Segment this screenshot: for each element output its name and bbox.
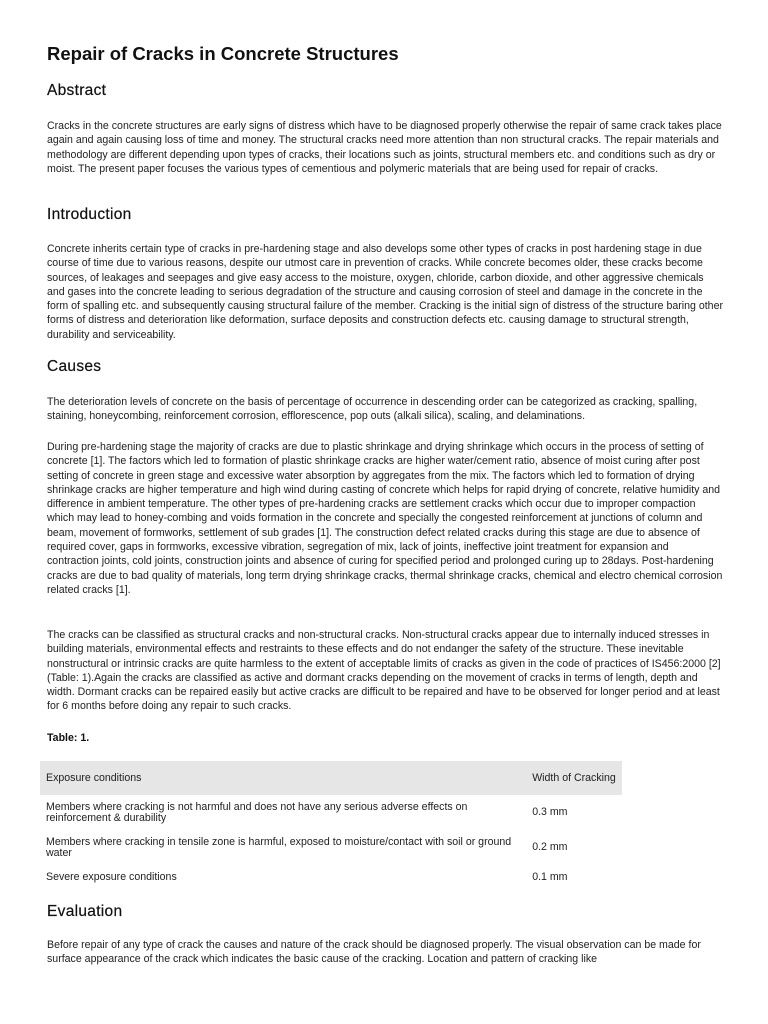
table-cell-width: 0.2 mm <box>532 841 568 854</box>
table-cell-width: 0.1 mm <box>532 870 568 883</box>
crack-width-table <box>40 761 622 890</box>
evaluation-heading: Evaluation <box>47 903 123 920</box>
abstract-heading: Abstract <box>47 82 107 99</box>
causes-paragraph-2: During pre-hardening stage the majority of cracks are due to plastic shrinkage and drying shrinkage which occurs in the process of setting of concrete [1]. The factors which led to formation of plastic shrinkage cracks are higher water/cement ratio, absence of moist curing after post setting of concrete in green stage and excessive water absorption by aggregates from the mix. The factors which led to formation of drying shrinkage cracks are higher temperature and high wind during casting of concrete which helps for rapid drying of concrete, relative humidity and difference in ambient temperature. The other types of pre-hardening cracks are settlement cracks which occur due to improper compaction which may lead to honey-combing and voids formation in the concrete and specially the congested reinforcement at junctions of column and beam, movement of formworks, settlement of sub grades [1]. The construction defect related cracks during this stage are due to absence of required cover, gaps in formworks, excessive vibration, segregation of mix, lack of joints, ineffective joint treatment for expansion and contraction joints, cold joints, construction joints and absence of curing for specified period and prolonged curing up to 28days. Post-hardening cracks are due to bad quality of materials, long term drying shrinkage cracks, thermal shrinkage cracks, chemical and electro chemical corrosion related cracks [1]. <box>47 441 723 596</box>
introduction-heading: Introduction <box>47 206 132 223</box>
causes-paragraph-3: The cracks can be classified as structural cracks and non-structural cracks. Non-structural cracks appear due to internally induced stresses in building materials, environmental effects and restraints to these effects and do not endanger the safety of the structure. These inevitable nonstructural or intrinsic cracks are quite harmless to the extent of acceptable limits of cracks as given in the code of practices of IS456:2000 [2] (Table: 1).Again the cracks are classified as active and dormant cracks depending on the movement of cracks in terms of length, depth and width. Dormant cracks can be repaired easily but active cracks are difficult to be repaired and have to be observed for longer period and at least for 6 months before doing any repair to such cracks. <box>47 629 721 713</box>
table-cell-exposure: Members where cracking is not harmful and does not have any serious adverse effects on reinforcement & durability <box>46 800 468 824</box>
column-header-exposure-conditions: Exposure conditions <box>40 761 526 795</box>
table-cell-exposure: Severe exposure conditions <box>46 870 177 883</box>
column-header-width-of-cracking: Width of Cracking <box>526 761 622 795</box>
table-cell-exposure: Members where cracking in tensile zone is harmful, exposed to moisture/contact with soil or ground water <box>46 835 512 859</box>
introduction-paragraph: Concrete inherits certain type of cracks in pre-hardening stage and also develops some other types of cracks in post hardening stage in due course of time due to various reasons, despite our utmost care in prevention of cracks. While concrete becomes older, these cracks become sources, of leakages and seepages and give easy access to the moisture, oxygen, chloride, carbon dioxide, and other aggressive chemicals and gases into the concrete leading to serious degradation of the structure and causing corrosion of steel and damage in the concrete in the form of spalling etc. and subsequently causing structural failure of the member. Cracking is the initial sign of distress of the structure baring other forms of distress and deterioration like deformation, surface deposits and construction defects etc. causing damage to structural strength, durability and serviceability. <box>47 243 723 341</box>
document-title: Repair of Cracks in Concrete Structures <box>47 43 399 64</box>
table-header-row <box>40 761 622 795</box>
evaluation-paragraph: Before repair of any type of crack the causes and nature of the crack should be diagnosed properly. The visual observation can be made for surface appearance of the crack which indicates the basic cause of the cracking. Location and pattern of cracking like <box>47 939 701 966</box>
table-row <box>40 795 622 831</box>
causes-heading: Causes <box>47 358 102 375</box>
table-cell-width: 0.3 mm <box>532 806 568 819</box>
table-row <box>40 865 622 890</box>
abstract-paragraph: Cracks in the concrete structures are early signs of distress which have to be diagnosed properly otherwise the repair of same crack takes place again and again causing loss of time and money. The structural cracks need more attention than non structural cracks. The repair materials and methodology are different depending upon types of cracks, their locations such as joints, structural members etc. and conditions such as dry or moist. The present paper focuses the various types of cementious and polymeric materials that are being used for repair of cracks. <box>47 120 722 175</box>
table-row <box>40 831 622 865</box>
table-caption: Table: 1. <box>47 732 90 744</box>
causes-paragraph-1: The deterioration levels of concrete on the basis of percentage of occurrence in descending order can be categorized as cracking, spalling, staining, honeycombing, reinforcement corrosion, efflorescence, pop outs (alkali silica), scaling, and delaminations. <box>47 396 698 423</box>
